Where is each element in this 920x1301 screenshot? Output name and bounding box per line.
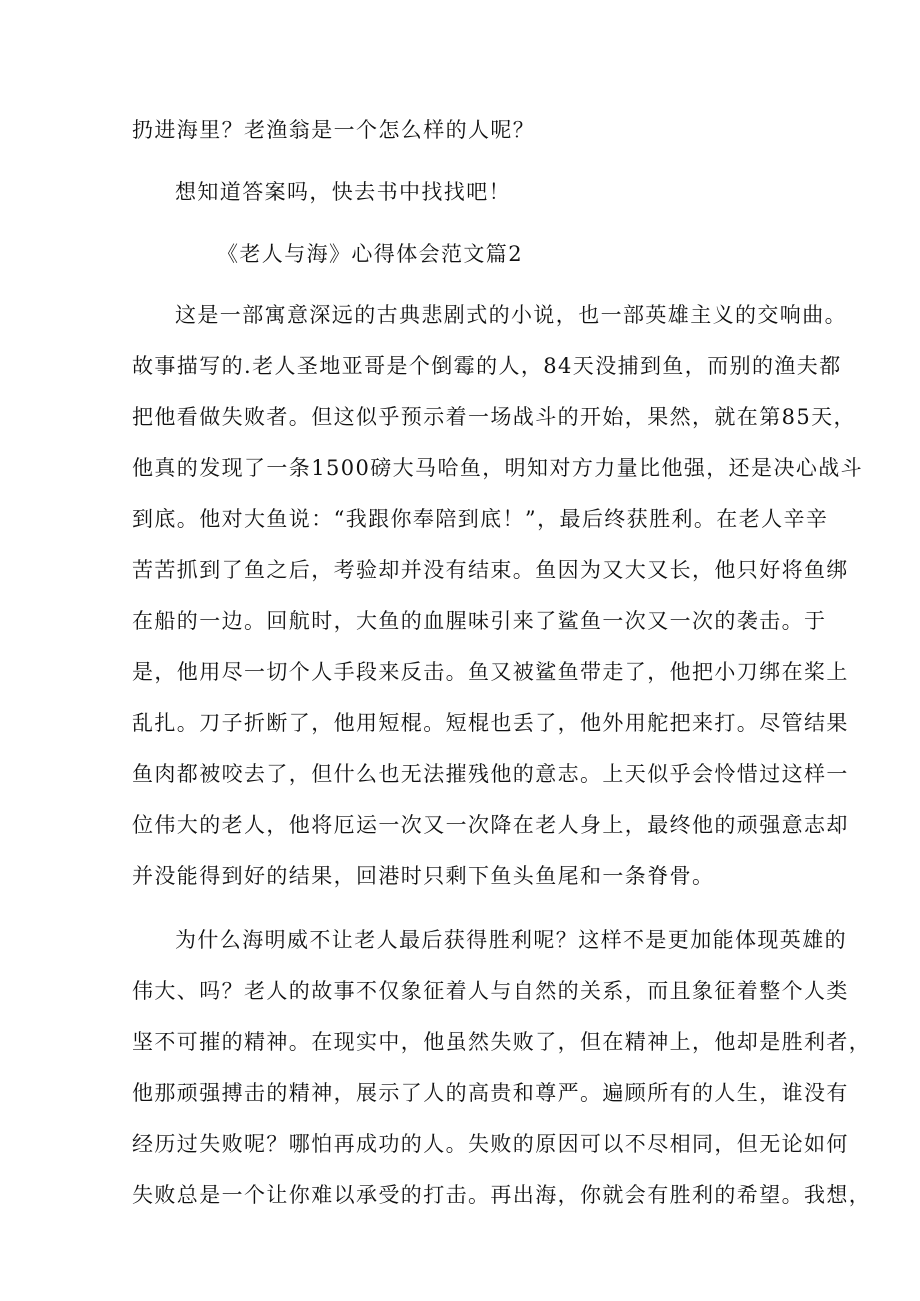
paragraph2-line: 他那顽强搏击的精神，展示了人的高贵和尊严。遍顾所有的人生，谁没有 <box>132 1081 849 1105</box>
paragraph2-line: 经历过失败呢？哪怕再成功的人。失败的原因可以不尽相同，但无论如何 <box>132 1132 849 1156</box>
paragraph2-line: 失败总是一个让你难以承受的打击。再出海，你就会有胜利的希望。我想， <box>132 1183 872 1207</box>
intro-line-2: 想知道答案吗，快去书中找找吧！ <box>175 180 511 204</box>
paragraph2-line: 坚不可摧的精神。在现实中，他虽然失败了，但在精神上，他却是胜利者， <box>132 1030 872 1054</box>
paragraph1-line: 他真的发现了一条1500磅大马哈鱼，明知对方力量比他强，还是决心战斗 <box>132 456 864 480</box>
paragraph1-line: 这是一部寓意深远的古典悲剧式的小说，也一部英雄主义的交响曲。 <box>175 303 847 327</box>
paragraph1-line: 苦苦抓到了鱼之后，考验却并没有结束。鱼因为又大又长，他只好将鱼绑 <box>132 558 849 582</box>
paragraph2-line: 伟大、吗？老人的故事不仅象征着人与自然的关系，而且象征着整个人类 <box>132 979 849 1003</box>
section-title: 《老人与海》心得体会范文篇2 <box>217 242 523 266</box>
paragraph1-line: 把他看做失败者。但这似乎预示着一场战斗的开始，果然，就在第85天， <box>132 405 856 429</box>
paragraph1-line: 到底。他对大鱼说：“我跟你奉陪到底！”，最后终获胜利。在老人辛辛 <box>132 507 829 531</box>
paragraph1-line: 故事描写的.老人圣地亚哥是个倒霉的人，84天没捕到鱼，而别的渔夫都 <box>132 354 842 378</box>
intro-line-1: 扔进海里？老渔翁是一个怎么样的人呢？ <box>132 118 536 142</box>
paragraph1-line: 鱼肉都被咬去了，但什么也无法摧残他的意志。上天似乎会怜惜过这样一 <box>132 762 849 786</box>
paragraph1-line: 是，他用尽一切个人手段来反击。鱼又被鲨鱼带走了，他把小刀绑在桨上 <box>132 660 849 684</box>
paragraph2-line: 为什么海明威不让老人最后获得胜利呢？这样不是更加能体现英雄的 <box>175 928 847 952</box>
paragraph1-line: 在船的一边。回航时，大鱼的血腥味引来了鲨鱼一次又一次的袭击。于 <box>132 609 827 633</box>
paragraph1-line: 乱扎。刀子折断了，他用短棍。短棍也丢了，他外用舵把来打。尽管结果 <box>132 711 849 735</box>
paragraph1-line: 并没能得到好的结果，回港时只剩下鱼头鱼尾和一条脊骨。 <box>132 864 715 888</box>
paragraph1-line: 位伟大的老人，他将厄运一次又一次降在老人身上，最终他的顽强意志却 <box>132 813 849 837</box>
